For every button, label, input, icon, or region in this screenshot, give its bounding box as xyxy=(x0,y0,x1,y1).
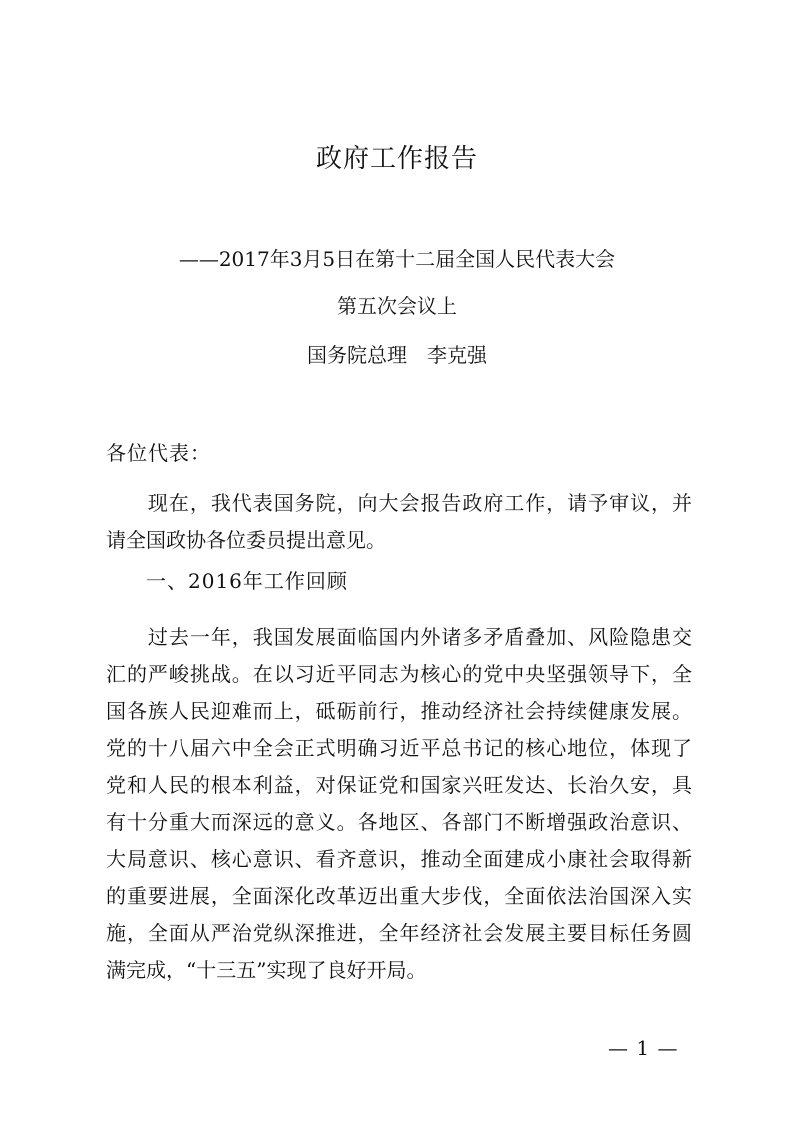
document-title: 政府工作报告 xyxy=(315,144,478,174)
body-line: 党的十八届六中全会正式明确习近平总书记的核心地位，体现了 xyxy=(106,736,692,760)
subtitle-session-line: 第五次会议上 xyxy=(337,294,457,318)
body-line: 满完成，“十三五”实现了良好开局。 xyxy=(106,958,427,982)
intro-paragraph xyxy=(106,485,692,559)
subtitle-date-line: ——2017年3月5日在第十二届全国人民代表大会 xyxy=(178,247,616,271)
body-paragraph xyxy=(106,619,692,989)
body-line: 汇的严峻挑战。在以习近平同志为核心的党中央坚强领导下，全 xyxy=(106,662,692,686)
body-line: 施，全面从严治党纵深推进，全年经济社会发展主要目标任务圆 xyxy=(106,921,692,945)
intro-line: 请全国政协各位委员提出意见。 xyxy=(106,528,386,552)
body-line: 国各族人民迎难而上，砥砺前行，推动经济社会持续健康发展。 xyxy=(106,699,692,723)
subtitle-author-line: 国务院总理 李克强 xyxy=(307,343,487,367)
intro-line: 现在，我代表国务院，向大会报告政府工作，请予审议，并 xyxy=(106,491,692,515)
salutation: 各位代表： xyxy=(106,441,211,465)
body-line: 党和人民的根本利益，对保证党和国家兴旺发达、长治久安，具 xyxy=(106,773,692,797)
body-line: 有十分重大而深远的意义。各地区、各部门不断增强政治意识、 xyxy=(106,810,692,834)
section-heading: 一、2016年工作回顾 xyxy=(146,569,348,593)
body-line: 的重要进展，全面深化改革迈出重大步伐，全面依法治国深入实 xyxy=(106,884,692,908)
body-line: 大局意识、核心意识、看齐意识，推动全面建成小康社会取得新 xyxy=(106,847,692,871)
page-number: — 1 — xyxy=(608,1036,679,1060)
body-line: 过去一年，我国发展面临国内外诸多矛盾叠加、风险隐患交 xyxy=(106,625,692,649)
